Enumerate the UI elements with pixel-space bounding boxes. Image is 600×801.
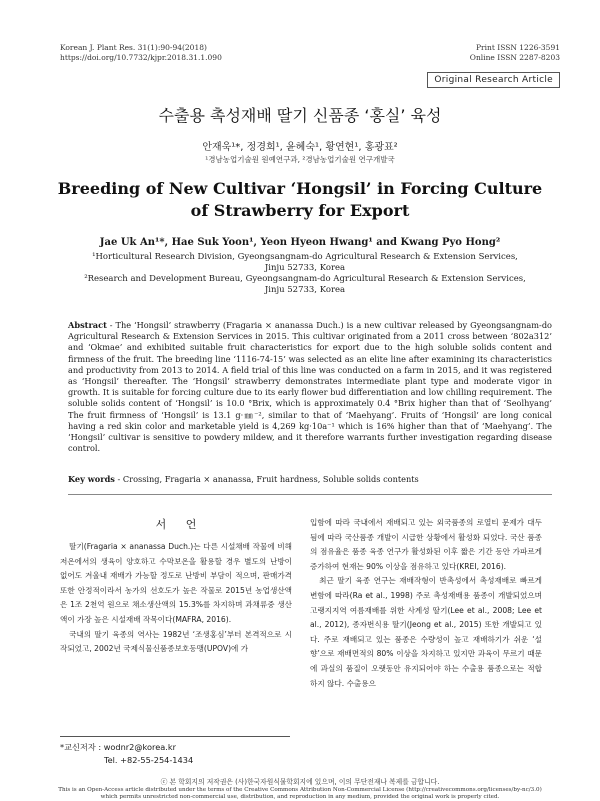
abstract — [68, 320, 552, 454]
english-affiliations — [70, 252, 540, 296]
correspondence-note — [60, 736, 290, 767]
article-type-badge: Original Research Article — [427, 72, 560, 88]
corresponding-author-tel: Tel. +82-55-254-1434 — [104, 755, 194, 765]
paragraph: 입함에 따라 국내에서 재배되고 있는 외국품종의 로열티 문제가 대두됨에 따라 국산품종 개발이 시급한 상황에서 활성화 되었다. 국산 품종의 점유율은 품종 육종 연구가 활성화된 이후 짧은 기간 동안 가파르게 증가하여 현재는 90% 이상을 점유하고 있다(KREI, 2016). — [310, 518, 542, 571]
abstract-text: - The ‘Hongsil’ strawberry (Fragaria × ananassa Duch.) is a new cultivar released by Gyeongsangnam-do Agricultural Research & Extension Services in 2015. This cultivar originated from a 2011 cross between ‘802a312’ and ‘Okmae’ and exhibited suitable fruit characteristics for export due to the high soluble solids content and firmness of the fruit. The breeding line ‘1116-74-15’ was selected as an elite line after examining its characteristics and productivity from 2013 to 2014. A field trial of this line was conducted on a farm in 2015, and it was registered as ‘Hongsil’ thereafter. The ‘Hongsil’ strawberry demonstrates intermediate plant type and moderate vigor in growth. It is suitable for forcing culture due to its early flower bud differentiation and low chilling requirement. The soluble solids content of ‘Hongsil’ is 10.0 °Brix, which is approximately 0.4 °Brix higher than that of ‘Seolhyang’ The fruit firmness of ‘Hongsil’ is 13.1 g·㎜⁻², similar to that of ‘Maehyang’. Fruits of ‘Hongsil’ are long conical having a red skin color and marketable yield is 4,269 kg·10a⁻¹ which is 16% higher than that of ‘Maehyang’. The ‘Hongsil’ cultivar is sensitive to powdery mildew, and it therefore warrants further investigation regarding disease control. — [68, 320, 552, 454]
affiliation-2-line1: ²Research and Development Bureau, Gyeongsangnam-do Agricultural Research & Extension Services, — [84, 274, 526, 284]
corresponding-author-email: *교신저자 : wodnr2@korea.kr — [60, 742, 176, 752]
body-column-left — [60, 540, 292, 657]
english-title — [0, 178, 600, 222]
affiliation-2-line2: Jinju 52733, Korea — [264, 285, 346, 295]
keywords — [68, 474, 552, 484]
paragraph: 딸기(Fragaria × ananassa Duch.)는 다른 시설채배 작물에 비해 저온에서의 생육이 양호하고 수막보온을 활용할 경우 별도의 난방이 없어도 겨울내 재배가 가능할 정도로 난방비 부담이 적으며, 판매가격 또한 안정적이라서 농가의 선호도가 높은 작물로 2015년 농업생산액은 1조 2천억 원으로 채소생산액의 15.3%를 차지하며 과채류중 생산액이 가장 높은 시설재배 작목이다(MAFRA, 2016). — [60, 542, 292, 624]
affiliation-1-line2: Jinju 52733, Korea — [264, 263, 346, 273]
section-title-introduction: 서 언 — [155, 518, 205, 531]
korean-affiliation: ¹경남농업기술원 원예연구과, ²경남농업기술원 연구개발국 — [205, 155, 395, 164]
journal-citation: Korean J. Plant Res. 31(1):90-94(2018) — [60, 43, 207, 52]
keywords-text: - Crossing, Fragaria × ananassa, Fruit hardness, Soluble solids contents — [114, 474, 419, 484]
license-notice — [50, 787, 550, 801]
english-title-line2: of Strawberry for Export — [190, 201, 410, 220]
affiliation-1-line1: ¹Horticultural Research Division, Gyeongsangnam-do Agricultural Research & Extension Services, — [92, 252, 518, 262]
body-column-right — [310, 516, 542, 691]
print-issn: Print ISSN 1226-3591 — [475, 43, 560, 52]
license-line2: which permits unrestricted non-commercial use, distribution, and reproduction in any medium, provided the original work is properly cited. — [100, 794, 500, 800]
korean-authors: 안재욱¹*, 정경희¹, 윤혜숙¹, 황연현¹, 홍광표² — [202, 142, 398, 153]
issn-block — [470, 43, 560, 63]
divider — [68, 494, 552, 495]
online-issn: Online ISSN 2287-8203 — [469, 53, 560, 62]
keywords-label: Key words — [68, 474, 115, 484]
korean-title: 수출용 촉성재배 딸기 신품종 ‘홍실’ 육성 — [158, 106, 442, 125]
english-title-line1: Breeding of New Cultivar ‘Hongsil’ in Forcing Culture — [57, 179, 543, 198]
paragraph: 국내의 딸기 육종의 역사는 1982년 ‘조생홍심’부터 본격적으로 시작되었고, 2002년 국제식물신품종보호동맹(UPOV)에 가 — [60, 629, 292, 654]
paragraph: 최근 딸기 육종 연구는 재배작형이 반촉성에서 촉성재배로 빠르게 변함에 따라(Ra et al., 1998) 주로 촉성재배용 품종이 개발되었으며 고랭지지역 여름재배를 위한 사계성 딸기(Lee et al., 2008; Lee et al., 2012), 종자번식용 딸기(Jeong et al., 2015) 또한 개발되고 있다. 주로 재배되고 있는 품종은 수량성이 높고 재배하기가 쉬운 ‘설향’으로 재배면적의 80% 이상을 차지하고 있지만 과육이 무르기 때문에 과실의 품질이 오랫동안 유지되어야 하는 수출용 품종으로는 적합하지 않다. 수출용으 — [310, 576, 542, 688]
english-authors: Jae Uk An¹*, Hae Suk Yoon¹, Yeon Hyeon Hwang¹ and Kwang Pyo Hong² — [99, 237, 501, 248]
abstract-label: Abstract — [68, 320, 107, 330]
license-line1: This is an Open-Access article distributed under the terms of the Creative Commons Attribution Non-Commercial License (http://creativecommons.org/licenses/by-nc/3.0) — [58, 787, 542, 793]
doi-link[interactable]: https://doi.org/10.7732/kjpr.2018.31.1.090 — [60, 53, 222, 62]
copyright-notice: ⓒ 본 학회지의 저작권은 (사)한국자원식물학회지에 있으며, 이의 무단전재나 복제를 금합니다. — [160, 778, 440, 786]
journal-header — [60, 43, 222, 63]
